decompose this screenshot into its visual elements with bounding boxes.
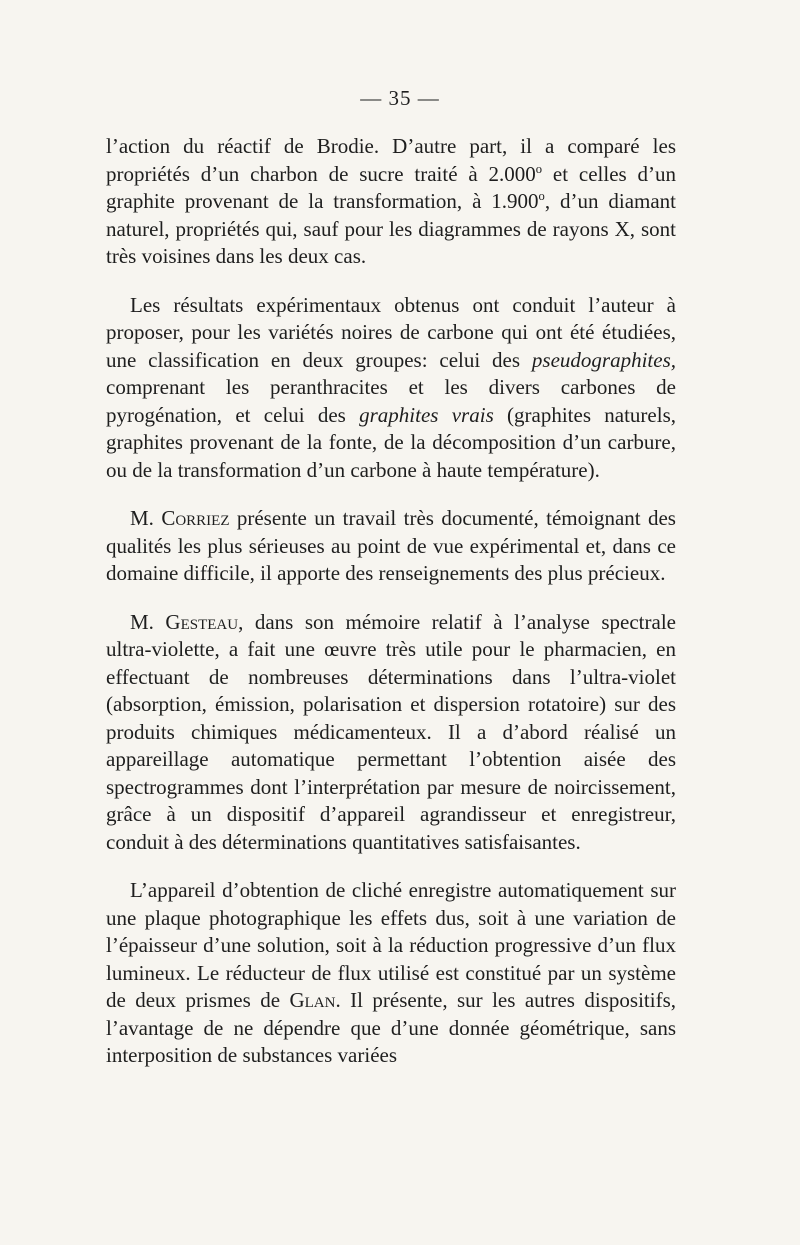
- p3-text-b: présente un travail très documenté, témoignant des qualités les plus sérieuses au point de vue expérimental et, dans ce domaine difficile, il apporte des renseignements des plus précieux.: [106, 506, 676, 585]
- p4-text-b: , dans son mémoire relatif à l’analyse spectrale ultra-violette, a fait une œuvre très utile pour le pharmacien, en effectuant de nombreuses déterminations dans l’ultra-violet (absorption, émission, polarisation et dispersion rotatoire) sur des produits chimiques médicamenteux. Il a d’abord réalisé un appareillage automatique permettant l’obtention aisée des spectrogrammes dont l’interprétation par mesure de noircissement, grâce à un dispositif d’appareil agrandisseur et enregistreur, conduit à des déterminations quantitatives satisfaisantes.: [106, 609, 676, 854]
- p5-text-a: L’appareil d’obtention de cliché enregistre automatiquement sur une plaque photographique les effets dus, soit à une variation de l’épaisseur d’une solution, soit à la réduction progressive d’un flux lumineux. Le réducteur de flux utilisé est constitué par un système de deux prismes de: [106, 878, 676, 1012]
- p2-text-b: comprenant les peranthracites et les divers carbones de pyrogénation, et celui des: [106, 375, 676, 427]
- p2-italic-graphites-vrais: graphites vrais: [359, 402, 494, 427]
- p1-text-a: l’action du réactif de Brodie. D’autre part, il a comparé les propriétés d’un charbon de sucre traité à 2.000: [106, 134, 676, 186]
- p2-text-c: (graphites naturels, graphites provenant de la fonte, de la décomposition d’un carbure, ou de la transformation d’un carbone à haute température).: [106, 402, 676, 482]
- p4-text-a: M.: [130, 609, 166, 634]
- paragraph-5: [106, 877, 676, 1070]
- p2-italic-pseudographites: pseudographites,: [531, 347, 676, 372]
- paragraph-2: [106, 292, 676, 485]
- body-text: [106, 133, 676, 1091]
- degree-mark-2: o: [538, 189, 545, 203]
- page-number: — 35 —: [360, 86, 440, 110]
- p1-text-c: , d’un diamant naturel, propriétés qui, sauf pour les diagrammes de rayons X, sont très voisines dans les deux cas.: [106, 189, 677, 268]
- p2-text-a: Les résultats expérimentaux obtenus ont conduit l’auteur à proposer, pour les variétés noires de carbone qui ont été étudiées, une classification en deux groupes: celui des: [106, 292, 676, 372]
- p3-author-name: Corriez: [161, 506, 230, 530]
- paragraph-1: [106, 133, 676, 271]
- p5-name-glan: Glan: [289, 988, 336, 1012]
- p3-text-a: M.: [130, 506, 162, 530]
- paragraph-4: [106, 609, 676, 857]
- paragraph-3: [106, 505, 676, 588]
- p1-text-b: et celles d’un graphite provenant de la transformation, à 1.900: [106, 161, 677, 213]
- p5-text-b: . Il présente, sur les autres dispositifs, l’avantage de ne dépendre que d’une donnée géométrique, sans interposition de substances variées: [106, 988, 676, 1067]
- degree-mark-1: o: [535, 161, 543, 176]
- p4-author-name: Gesteau: [165, 609, 239, 634]
